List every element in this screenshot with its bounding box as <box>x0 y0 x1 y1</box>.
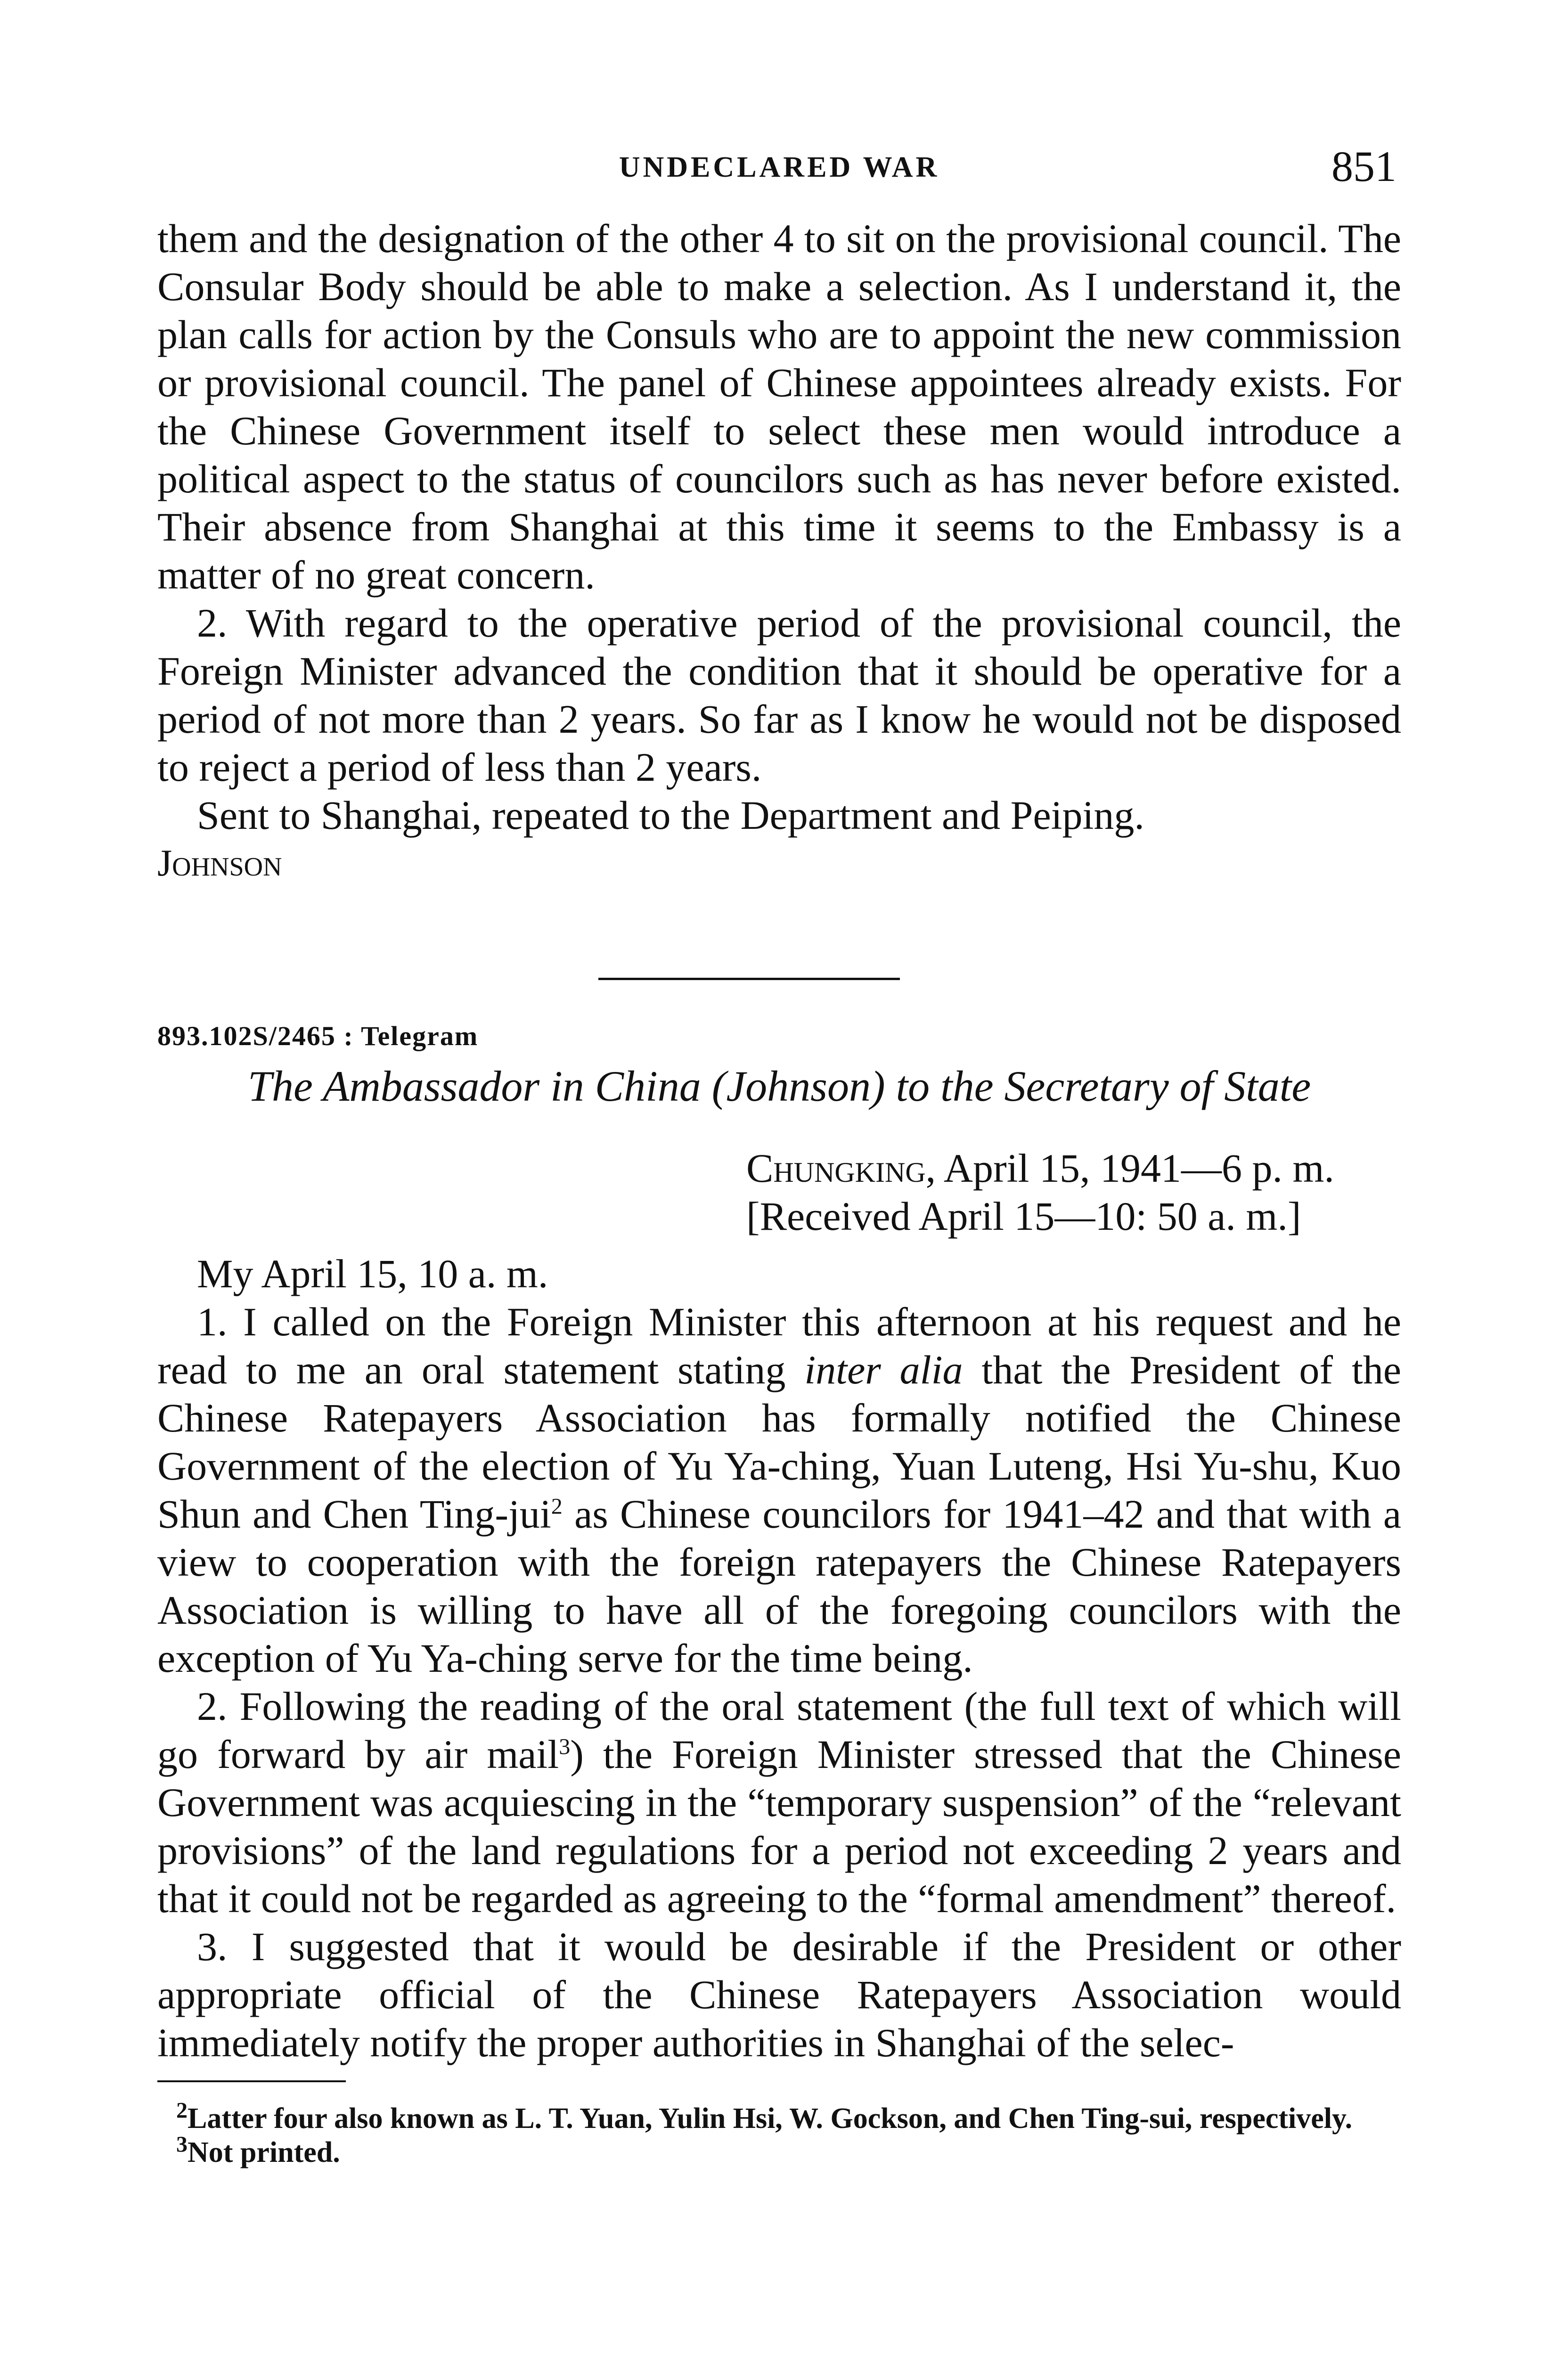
file-reference: 893.102S/2465 : Telegram <box>157 1021 479 1051</box>
p2-text-a: 2. Following the reading of the oral statement (the full text of which will go forward by air mail <box>157 1684 1401 1777</box>
dateline-received: [Received April 15—10: 50 a. m.] <box>746 1194 1301 1239</box>
dateline-block <box>746 1144 1401 1240</box>
p1-italic: inter alia <box>804 1347 963 1392</box>
footnote-2-text: Latter four also known as L. T. Yuan, Yulin Hsi, W. Gockson, and Chen Ting-sui, respectively. <box>188 2102 1353 2135</box>
document-title: The Ambassador in China (Johnson) to the Secretary of State <box>247 1062 1311 1110</box>
opening-reference: My April 15, 10 a. m. <box>197 1251 548 1296</box>
p1-text-b: that the President of the Chinese Ratepayers Association has formally notified the Chinese Government of the election of Yu Ya-ching, Yuan Luteng, Hsi Yu-shu, Kuo Shun and Chen Ting-jui <box>157 1347 1402 1537</box>
dateline-place: Chungking, <box>746 1145 936 1191</box>
footnote-divider <box>157 2080 346 2082</box>
numbered-paragraph-3: 3. I suggested that it would be desirable if the President or other appropriate official of the Chinese Ratepayers Association would immediately notify the proper authorities in Shanghai of the selec- <box>157 1924 1401 2065</box>
numbered-paragraph-2 <box>157 1682 1401 1922</box>
dateline-date: April 15, 1941—6 p. m. <box>936 1145 1334 1191</box>
running-title: UNDECLARED WAR <box>619 151 940 183</box>
page-header <box>157 141 1401 193</box>
page-number: 851 <box>1331 142 1396 190</box>
footnote-2 <box>157 2098 1401 2135</box>
footnote-3 <box>157 2132 1401 2169</box>
footnote-mark-3: 3 <box>176 2132 188 2157</box>
signature: Johnson <box>157 843 282 884</box>
footnote-ref-2[interactable]: 2 <box>551 1494 563 1519</box>
footnote-ref-3[interactable]: 3 <box>559 1734 571 1759</box>
numbered-paragraph-2: 2. With regard to the operative period of the provisional council, the Foreign Minister advanced the condition that it should be operative for a period of not more than 2 years. So far as I know he would not be disposed to reject a period of less than 2 years. <box>157 600 1401 790</box>
section-divider <box>598 978 900 980</box>
footnote-3-text: Not printed. <box>188 2136 340 2168</box>
continuation-paragraph: them and the designation of the other 4 to sit on the provisional council. The Consular Body should be able to make a selection. As I understand it, the plan calls for action by the Consuls who are to appoint the new commission or provisional council. The panel of Chinese appointees already exists. For the Chinese Government itself to select these men would introduce a political aspect to the status of councilors such as has never before existed. Their absence from Shanghai at this time it seems to the Embassy is a matter of no great concern. <box>157 216 1401 597</box>
footnotes <box>157 2098 1401 2169</box>
footnote-mark-2: 2 <box>176 2098 188 2123</box>
p1-text-c: as Chinese councilors for 1941–42 and that with a view to cooperation with the foreign ratepayers the Chinese Ratepayers Association is willing to have all of the foregoing councilors with the exception of Yu Ya-ching serve for the time being. <box>157 1491 1401 1681</box>
continuation-section <box>157 214 1401 887</box>
p1-text-a: 1. I called on the Foreign Minister this afternoon at his request and he read to me an oral statement stating <box>157 1299 1401 1392</box>
p2-text-b: ) the Foreign Minister stressed that the Chinese Government was acquiescing in the “temporary suspension” of the “relevant provisions” of the land regulations for a period not exceeding 2 years and that it could not be regarded as agreeing to the “formal amendment” thereof. <box>157 1732 1402 1921</box>
dateline-sent <box>746 1144 1401 1192</box>
distribution-line: Sent to Shanghai, repeated to the Department and Peiping. <box>197 793 1144 838</box>
telegram-section <box>157 1020 1401 2067</box>
numbered-paragraph-1 <box>157 1298 1401 1682</box>
